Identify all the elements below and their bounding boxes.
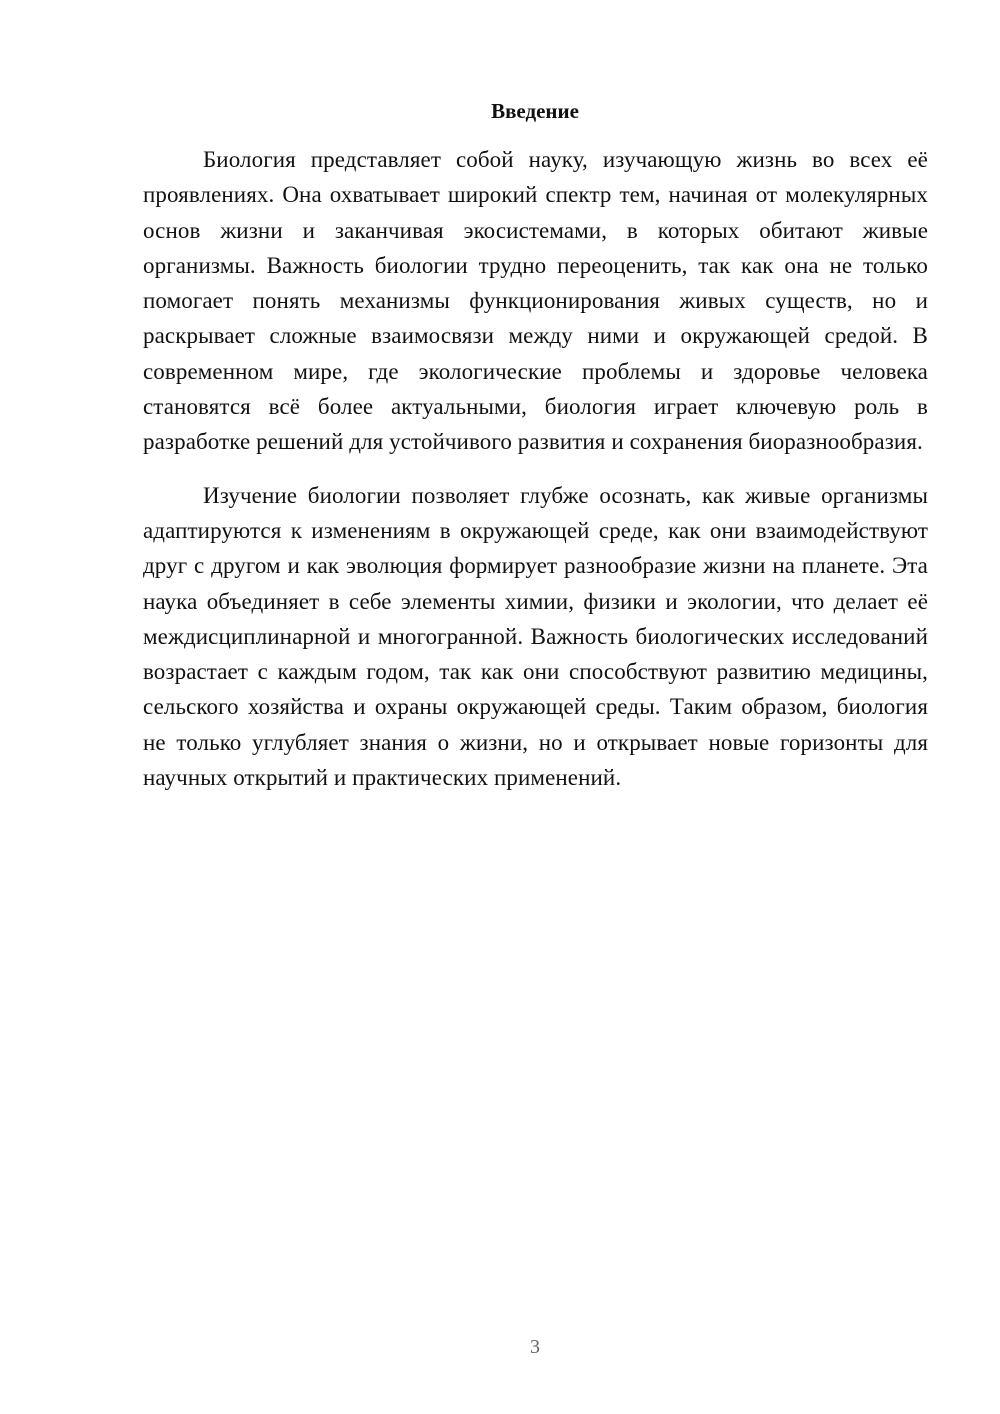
page-title: Введение: [491, 99, 579, 123]
paragraph-1: Биология представляет собой науку, изучающую жизнь во всех её проявлениях. Она охватывает широкий спектр тем, начиная от молекулярных основ жизни и заканчивая экосистемами, в которых обитают живые организмы. Важность биологии трудно переоценить, так как она не только помогает понять механизмы функционирования живых существ, но и раскрывает сложные взаимосвязи между ними и окружающей средой. В современном мире, где экологические проблемы и здоровье человека становятся всё более актуальными, биология играет ключевую роль в разработке решений для устойчивого развития и сохранения биоразнообразия.: [143, 147, 928, 455]
document-body: [143, 142, 928, 795]
paragraph-2: Изучение биологии позволяет глубже осознать, как живые организмы адаптируются к изменениям в окружающей среде, как они взаимодействуют друг с другом и как эволюция формирует разнообразие жизни на планете. Эта наука объединяет в себе элементы химии, физики и экологии, что делает её междисциплинарной и многогранной. Важность биологических исследований возрастает с каждым годом, так как они способствуют развитию медицины, сельского хозяйства и охраны окружающей среды. Таким образом, биология не только углубляет знания о жизни, но и открывает новые горизонты для научных открытий и практических применений.: [143, 482, 928, 791]
page-number: 3: [530, 1336, 540, 1358]
